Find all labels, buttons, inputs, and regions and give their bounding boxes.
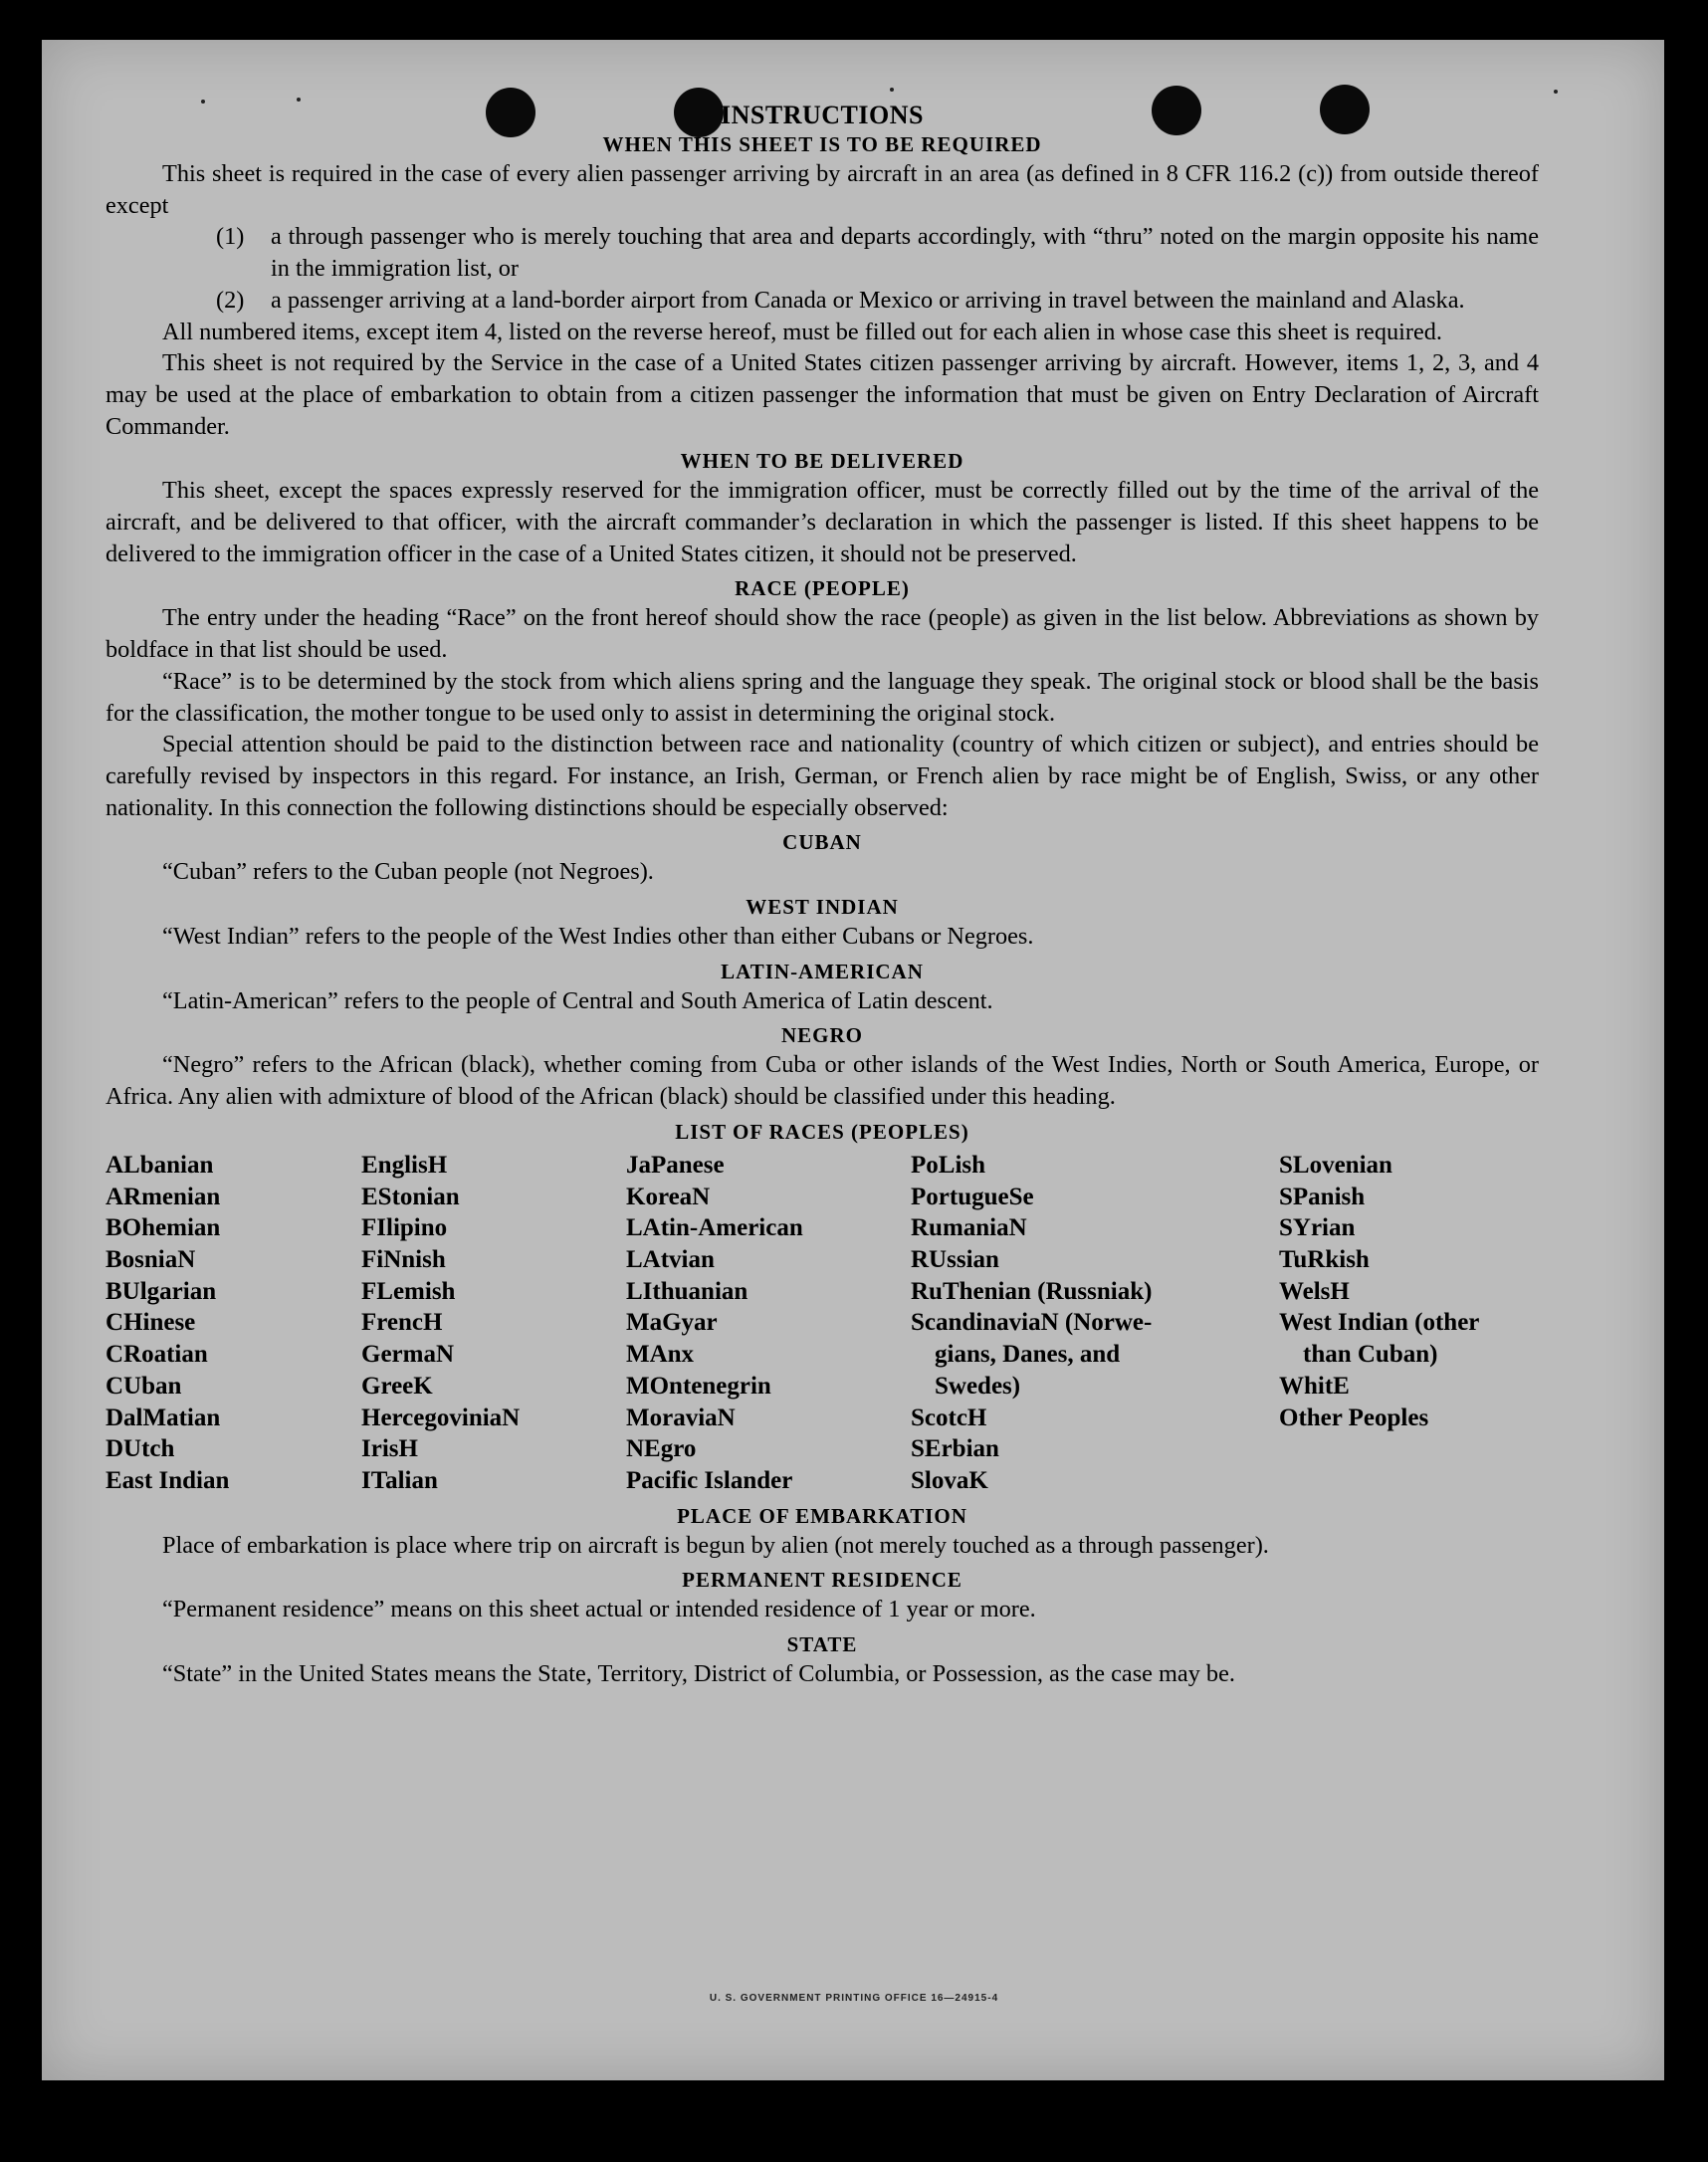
race-list [106, 1150, 1539, 1497]
exception-item-2 [106, 285, 1539, 317]
race-item: MoraviaN [626, 1404, 736, 1431]
race-item: SPanish [1279, 1183, 1366, 1210]
exception-item-1 [106, 221, 1539, 284]
race-column-1 [106, 1150, 361, 1497]
race-item: DUtch [106, 1435, 175, 1463]
race-item: WhitE [1279, 1372, 1350, 1400]
race-item-continued: gians, Danes, and [935, 1341, 1121, 1369]
heading-when-delivered: WHEN TO BE DELIVERED [680, 449, 964, 474]
heading-when-required: WHEN THIS SHEET IS TO BE REQUIRED [602, 132, 1042, 156]
heading-latin-american: LATIN-AMERICAN [721, 959, 924, 983]
race-item: GreeK [361, 1372, 433, 1400]
race-item: KoreaN [626, 1183, 711, 1210]
exception-text: a through passenger who is merely touching that area and departs accordingly, with “thru” noted on the margin opposite his name in the immigration list, or [271, 223, 1539, 283]
race-column-3 [626, 1150, 911, 1497]
residence-text: “Permanent residence” means on this sheet actual or intended residence of 1 year or more. [162, 1596, 1036, 1623]
race-item: LAtin-American [626, 1214, 803, 1242]
race-item: FrencH [361, 1309, 443, 1337]
race-item: SErbian [911, 1435, 999, 1463]
race-item: LIthuanian [626, 1277, 748, 1305]
race-item: GermaN [361, 1341, 455, 1369]
race-item: CRoatian [106, 1341, 208, 1369]
race-item: TuRkish [1279, 1245, 1370, 1273]
heading-race: RACE (PEOPLE) [735, 576, 910, 601]
race-item: ARmenian [106, 1183, 221, 1210]
printing-office-footer: U. S. GOVERNMENT PRINTING OFFICE 16—24915-4 [709, 1993, 999, 2004]
race-column-5 [1279, 1150, 1538, 1497]
race-item: ALbanian [106, 1151, 214, 1179]
race-item: CUban [106, 1372, 182, 1400]
race-item: EStonian [361, 1183, 460, 1210]
heading-list-of-races: LIST OF RACES (PEOPLES) [675, 1119, 969, 1144]
race-item: East Indian [106, 1466, 230, 1494]
race-item: SlovaK [911, 1466, 988, 1494]
heading-negro: NEGRO [780, 1023, 863, 1048]
race-item: Pacific Islander [626, 1466, 793, 1494]
race-item: BOhemian [106, 1214, 221, 1242]
paper-speck [1554, 90, 1558, 94]
race-item: West Indian (other [1279, 1309, 1480, 1337]
race-item: ScandinaviaN (Norwe- [911, 1309, 1153, 1337]
race-item: FLemish [361, 1277, 456, 1305]
heading-cuban: CUBAN [782, 830, 862, 855]
race-para-2: “Race” is to be determined by the stock from which aliens spring and the language they speak. The original stock or blood shall be the basis for the classification, the mother tongue to be used only to assist in determining the original stock. [106, 667, 1539, 727]
heading-place-of-embarkation: PLACE OF EMBARKATION [677, 1503, 967, 1528]
race-item: FIlipino [361, 1214, 448, 1242]
race-item: LAtvian [626, 1245, 715, 1273]
latin-american-text: “Latin-American” refers to the people of Central and South America of Latin descent. [162, 986, 993, 1014]
instructions-content [106, 100, 1539, 1690]
race-item: ITalian [361, 1466, 438, 1494]
race-item: JaPanese [626, 1151, 725, 1179]
race-item: WelsH [1279, 1277, 1350, 1305]
heading-permanent-residence: PERMANENT RESIDENCE [682, 1568, 962, 1593]
race-item: MaGyar [626, 1309, 718, 1337]
heading-state: STATE [786, 1632, 858, 1657]
paper-speck [890, 88, 894, 92]
west-indian-text: “West Indian” refers to the people of the West Indies other than either Cubans or Negroes. [162, 923, 1034, 951]
required-para-3: This sheet is not required by the Service in the case of a United States citizen passenger arriving by aircraft. However, items 1, 2, 3, and 4 may be used at the place of embarkation to obtain from a citizen passenger the information that must be given on Entry Declaration of Aircraft Commander. [106, 349, 1539, 440]
required-intro: This sheet is required in the case of every alien passenger arriving by aircraft in an area (as defined in 8 CFR 116.2 (c)) from outside thereof except [106, 160, 1539, 219]
race-item: RuThenian (Russniak) [911, 1277, 1153, 1305]
race-item: IrisH [361, 1435, 418, 1463]
race-column-4 [911, 1150, 1279, 1497]
race-item: CHinese [106, 1309, 196, 1337]
race-item-continued: than Cuban) [1303, 1341, 1438, 1369]
race-item: BosniaN [106, 1245, 196, 1273]
race-item: FiNnish [361, 1245, 446, 1273]
race-item: PoLish [911, 1151, 986, 1179]
race-item: RUssian [911, 1245, 999, 1273]
race-para-1: The entry under the heading “Race” on the front hereof should show the race (people) as given in the list below. Abbreviations as shown by boldface in that list should be used. [106, 604, 1539, 664]
race-item: MOntenegrin [626, 1372, 771, 1400]
exception-number: (2) [216, 286, 245, 314]
race-item: Other Peoples [1279, 1404, 1429, 1431]
race-item: MAnx [626, 1341, 695, 1369]
race-item: RumaniaN [911, 1214, 1027, 1242]
required-para-2: All numbered items, except item 4, listed on the reverse hereof, must be filled out for each alien in whose case this sheet is required. [162, 318, 1442, 345]
page-title: INSTRUCTIONS [721, 101, 924, 129]
state-text: “State” in the United States means the State, Territory, District of Columbia, or Possession, as the case may be. [162, 1660, 1235, 1688]
cuban-text: “Cuban” refers to the Cuban people (not Negroes). [162, 858, 654, 886]
race-column-2 [361, 1150, 626, 1497]
race-item: EnglisH [361, 1151, 448, 1179]
race-item-continued: Swedes) [935, 1372, 1021, 1400]
race-item: PortugueSe [911, 1183, 1034, 1210]
exception-text: a passenger arriving at a land-border airport from Canada or Mexico or arriving in travel between the mainland and Alaska. [271, 286, 1465, 314]
race-item: SLovenian [1279, 1151, 1392, 1179]
negro-text: “Negro” refers to the African (black), whether coming from Cuba or other islands of the West Indies, North or South America, Europe, or Africa. Any alien with admixture of blood of the African (black) should be classified under this heading. [106, 1051, 1539, 1111]
heading-west-indian: WEST INDIAN [746, 895, 899, 920]
race-item: BUlgarian [106, 1277, 217, 1305]
race-item: HercegoviniaN [361, 1404, 521, 1431]
race-item: DalMatian [106, 1404, 221, 1431]
race-item: SYrian [1279, 1214, 1356, 1242]
embarkation-text: Place of embarkation is place where trip on aircraft is begun by alien (not merely touched as a through passenger). [162, 1531, 1269, 1559]
race-para-3: Special attention should be paid to the distinction between race and nationality (country of which citizen or subject), and entries should be carefully revised by inspectors in this regard. For instance, an Irish, German, or French alien by race might be of English, Swiss, or any other nationality. In this connection the following distinctions should be especially observed: [106, 731, 1539, 821]
delivered-text: This sheet, except the spaces expressly reserved for the immigration officer, must be correctly filled out by the time of the arrival of the aircraft, and be delivered to that officer, with the aircraft commander’s declaration in which the passenger is listed. If this sheet happens to be delivered to the immigration officer in the case of a United States citizen, it should not be preserved. [106, 477, 1539, 567]
race-item: NEgro [626, 1435, 697, 1463]
race-item: ScotcH [911, 1404, 987, 1431]
exception-number: (1) [216, 223, 245, 251]
